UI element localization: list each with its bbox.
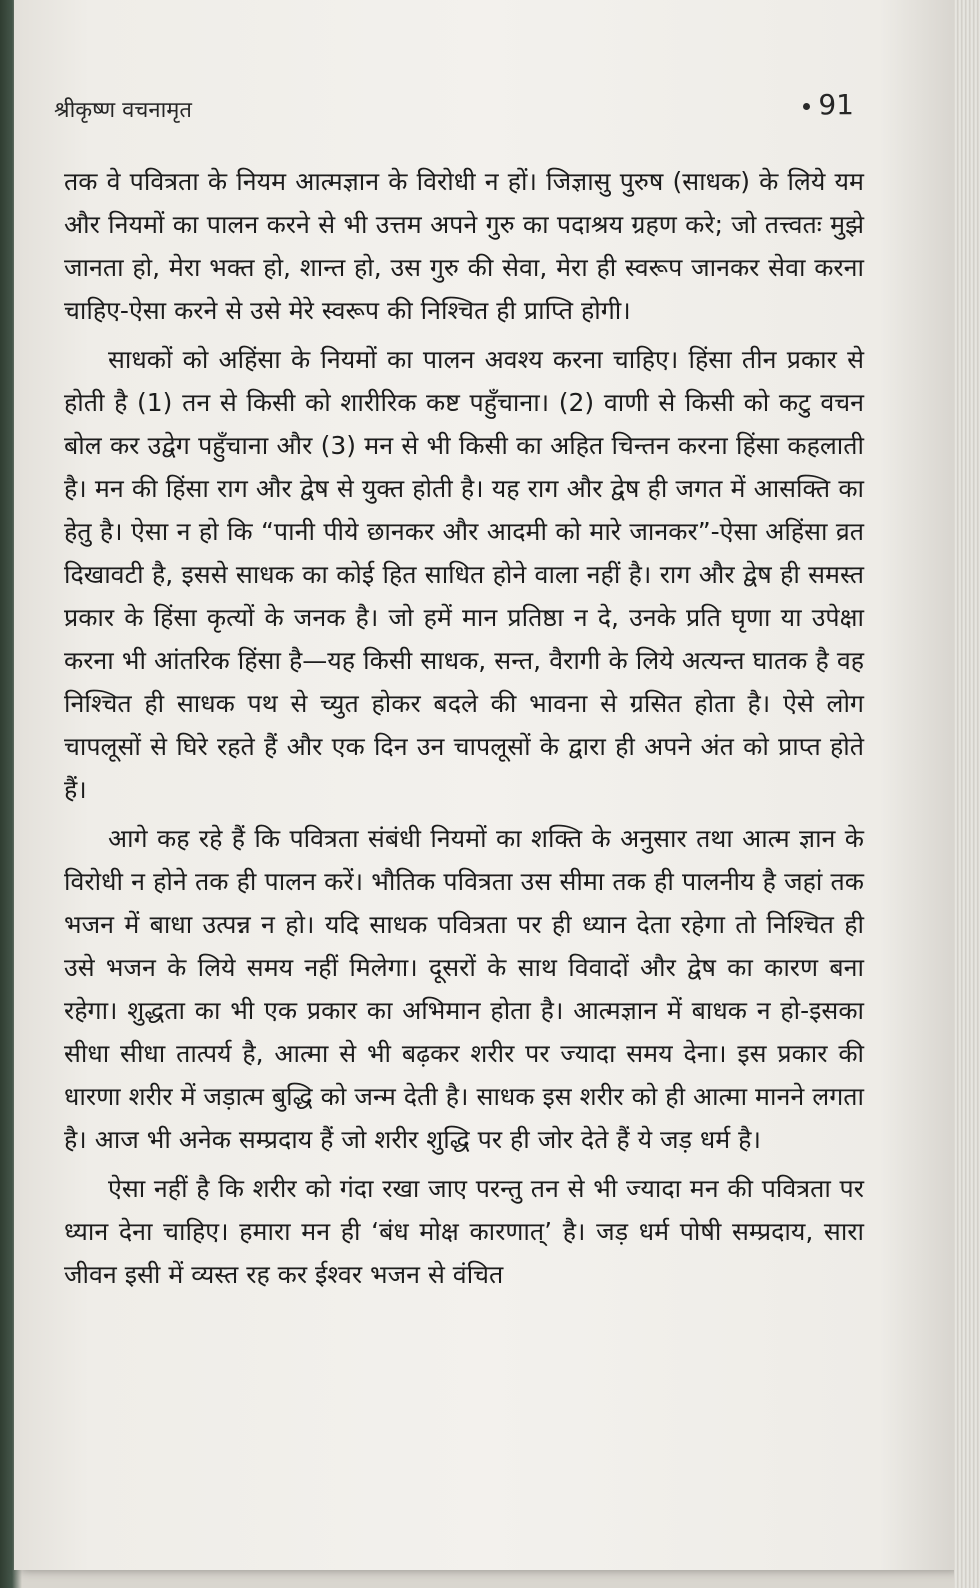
bullet-dot-icon bbox=[803, 103, 810, 110]
paragraph-3: आगे कह रहे हैं कि पवित्रता संबंधी नियमों का शक्ति के अनुसार तथा आत्म ज्ञान के विरोधी न होने तक ही पालन करें। भौतिक पवित्रता उस सीमा तक ही पालनीय है जहां तक भजन में बाधा उत्पन्न न हो। यदि साधक पवित्रता पर ही ध्यान देता रहेगा तो निश्चित ही उसे भजन के लिये समय नहीं मिलेगा। दूसरों के साथ विवादों और द्वेष का कारण बना रहेगा। शुद्धता का भी एक प्रकार का अभिमान होता है। आत्मज्ञान में बाधक न हो-इसका सीधा सीधा तात्पर्य है, आत्मा से भी बढ़कर शरीर पर ज्यादा समय देना। इस प्रकार की धारणा शरीर में जड़ात्म बुद्धि को जन्म देती है। साधक इस शरीर को ही आत्मा मानने लगता है। आज भी अनेक सम्प्रदाय हैं जो शरीर शुद्धि पर ही जोर देते हैं ये जड़ धर्म है। bbox=[64, 824, 864, 1154]
page-number-value: 91 bbox=[818, 88, 854, 121]
body-text bbox=[64, 160, 864, 1296]
book-page bbox=[14, 0, 954, 1570]
paragraph-1: तक वे पवित्रता के नियम आत्मज्ञान के विरोधी न हों। जिज्ञासु पुरुष (साधक) के लिये यम और नियमों का पालन करने से भी उत्तम अपने गुरु का पदाश्रय ग्रहण करे; जो तत्त्वतः मुझे जानता हो, मेरा भक्त हो, शान्त हो, उस गुरु की सेवा, मेरा ही स्वरूप जानकर सेवा करना चाहिए-ऐसा करने से उसे मेरे स्वरूप की निश्चित ही प्राप्ति होगी। bbox=[64, 167, 864, 325]
running-title: श्रीकृष्ण वचनामृत bbox=[54, 98, 192, 123]
paragraph-2: साधकों को अहिंसा के नियमों का पालन अवश्य करना चाहिए। हिंसा तीन प्रकार से होती है (1) तन से किसी को शारीरिक कष्ट पहुँचाना। (2) वाणी से किसी को कटु वचन बोल कर उद्वेग पहुँचाना और (3) मन से भी किसी का अहित चिन्तन करना हिंसा कहलाती है। मन की हिंसा राग और द्वेष से युक्त होती है। यह राग और द्वेष ही जगत में आसक्ति का हेतु है। ऐसा न हो कि “पानी पीये छानकर और आदमी को मारे जानकर”-ऐसा अहिंसा व्रत दिखावटी है, इससे साधक का कोई हित साधित होने वाला नहीं है। राग और द्वेष ही समस्त प्रकार के हिंसा कृत्यों के जनक है। जो हमें मान प्रतिष्ठा न दे, उनके प्रति घृणा या उपेक्षा करना भी आंतरिक हिंसा है—यह किसी साधक, सन्त, वैरागी के लिये अत्यन्त घातक है वह निश्चित ही साधक पथ से च्युत होकर बदले की भावना से ग्रसित होता है। ऐसे लोग चापलूसों से घिरे रहते हैं और एक दिन उन चापलूसों के द्वारा ही अपने अंत को प्राप्त होते हैं। bbox=[64, 345, 864, 804]
paragraph-4: ऐसा नहीं है कि शरीर को गंदा रखा जाए परन्तु तन से भी ज्यादा मन की पवित्रता पर ध्यान देना चाहिए। हमारा मन ही ‘बंध मोक्ष कारणात्’ है। जड़ धर्म पोषी सम्प्रदाय, सारा जीवन इसी में व्यस्त रह कर ईश्वर भजन से वंचित bbox=[64, 1174, 864, 1289]
page-stack-edge bbox=[954, 0, 980, 1588]
page-header bbox=[54, 88, 854, 128]
page-number bbox=[803, 88, 854, 121]
